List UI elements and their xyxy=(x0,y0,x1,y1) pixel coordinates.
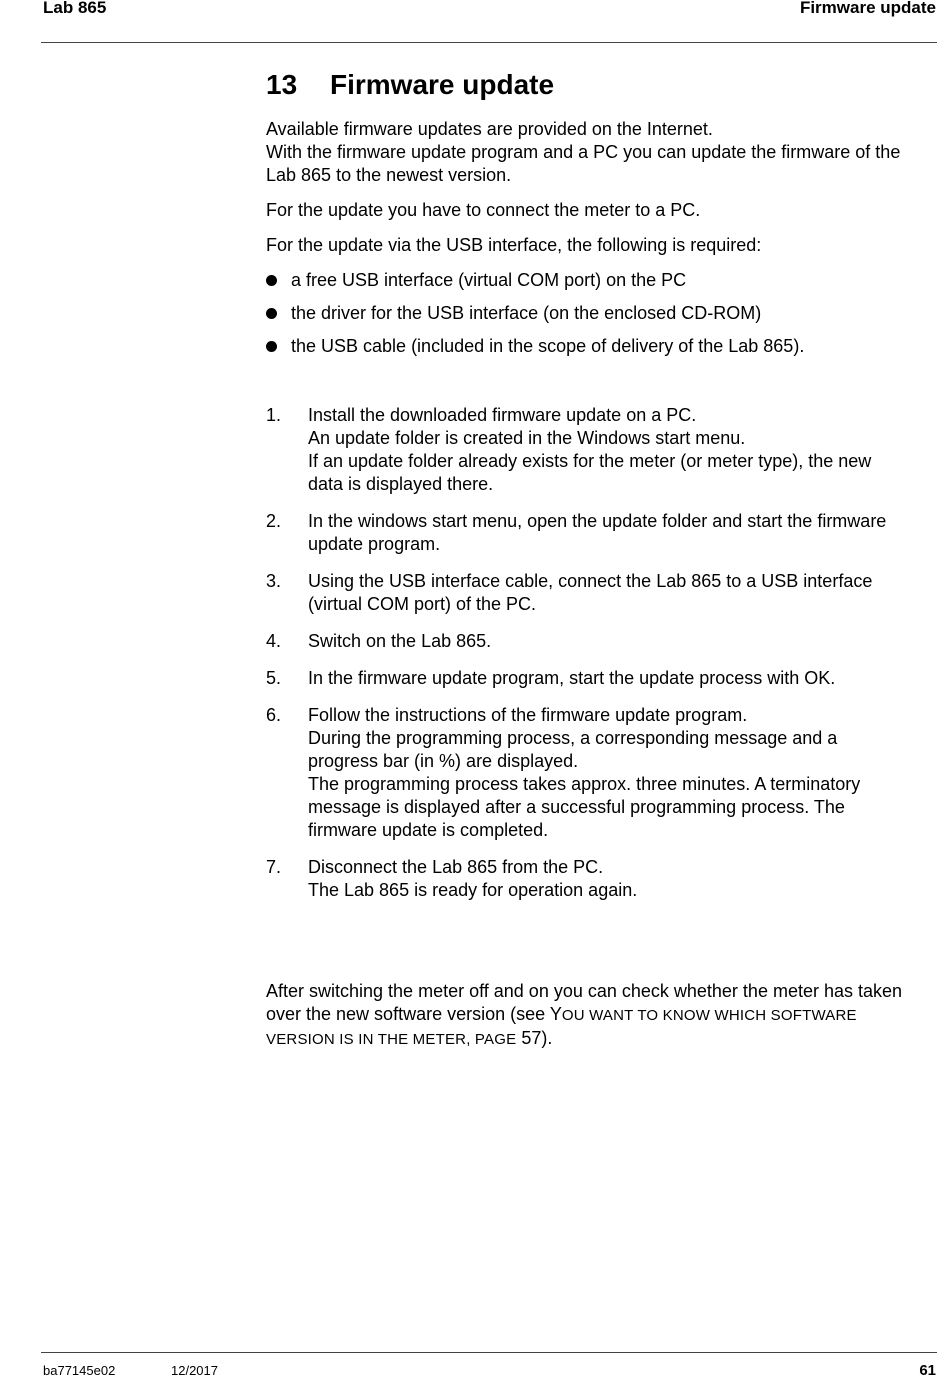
bullet-icon xyxy=(266,275,277,286)
bullet-icon xyxy=(266,341,277,352)
step-number: 1. xyxy=(266,405,282,425)
step-number: 2. xyxy=(266,511,282,531)
step-number: 3. xyxy=(266,571,282,591)
running-header-chapter: Firmware update xyxy=(799,0,936,17)
step-line: (virtual COM port) of the PC. xyxy=(308,594,537,614)
intro-line: With the firmware update program and a PC you can update the firmware of the xyxy=(266,142,901,162)
step-line: The programming process takes approx. three minutes. A terminatory xyxy=(308,774,861,794)
intro-line: Available firmware updates are provided on the Internet. xyxy=(266,119,713,139)
step-item xyxy=(266,404,938,496)
step-item xyxy=(266,856,938,902)
list-item xyxy=(266,335,938,358)
page-number: 61 xyxy=(919,1362,936,1379)
reference-initial: Y xyxy=(549,1004,562,1024)
running-header-product: Lab 865 xyxy=(43,0,107,17)
step-line: update program. xyxy=(308,534,441,554)
step-line: The Lab 865 is ready for operation again. xyxy=(308,880,638,900)
closing-suffix: ). xyxy=(541,1028,553,1048)
step-number: 5. xyxy=(266,668,282,688)
closing-line xyxy=(266,1003,938,1027)
step-line: message is displayed after a successful programming process. The xyxy=(308,797,845,817)
step-item xyxy=(266,630,938,653)
step-line: Install the downloaded firmware update on a PC. xyxy=(308,405,697,425)
header-divider xyxy=(41,42,937,43)
requirements-list xyxy=(266,269,938,358)
reference-page-number: 57 xyxy=(521,1028,542,1048)
step-line: An update folder is created in the Windows start menu. xyxy=(308,428,746,448)
step-number: 7. xyxy=(266,857,282,877)
connect-paragraph: For the update you have to connect the meter to a PC. xyxy=(266,200,701,220)
footer-divider xyxy=(41,1352,937,1353)
page-content xyxy=(266,68,938,1051)
closing-paragraph xyxy=(266,980,938,1051)
closing-line xyxy=(266,1027,938,1051)
step-line: progress bar (in %) are displayed. xyxy=(308,751,579,771)
step-line: During the programming process, a corresponding message and a xyxy=(308,728,838,748)
step-line: In the windows start menu, open the update folder and start the firmware xyxy=(308,511,887,531)
step-number: 6. xyxy=(266,705,282,725)
reference-page-label: , PAGE xyxy=(466,1031,517,1048)
reference-text: VERSION IS IN THE METER xyxy=(266,1031,467,1048)
step-line: Disconnect the Lab 865 from the PC. xyxy=(308,857,604,877)
reference-text: OU WANT TO KNOW WHICH SOFTWARE xyxy=(561,1007,857,1024)
step-item xyxy=(266,570,938,616)
list-item-text: the USB cable (included in the scope of delivery of the Lab 865). xyxy=(291,336,805,356)
step-line: If an update folder already exists for the meter (or meter type), the new xyxy=(308,451,872,471)
document-id: ba77145e02 xyxy=(43,1363,116,1378)
cross-reference-link[interactable] xyxy=(550,1004,857,1024)
list-item-text: the driver for the USB interface (on the enclosed CD-ROM) xyxy=(291,303,762,323)
closing-text: over the new software version (see xyxy=(266,1004,550,1024)
requirements-paragraph: For the update via the USB interface, the following is required: xyxy=(266,235,762,255)
step-line: Switch on the Lab 865. xyxy=(308,631,492,651)
document-date: 12/2017 xyxy=(171,1363,218,1378)
intro-line: Lab 865 to the newest version. xyxy=(266,165,512,185)
chapter-number: 13 xyxy=(266,69,298,100)
step-item xyxy=(266,704,938,842)
step-line: In the firmware update program, start the update process with OK. xyxy=(308,668,836,688)
list-item-text: a free USB interface (virtual COM port) on the PC xyxy=(291,270,687,290)
list-item xyxy=(266,302,938,325)
chapter-title-text: Firmware update xyxy=(330,69,555,100)
step-item xyxy=(266,510,938,556)
step-line: data is displayed there. xyxy=(308,474,494,494)
step-number: 4. xyxy=(266,631,282,651)
step-line: Using the USB interface cable, connect the Lab 865 to a USB interface xyxy=(308,571,873,591)
bullet-icon xyxy=(266,308,277,319)
step-line: firmware update is completed. xyxy=(308,820,549,840)
chapter-title xyxy=(266,68,938,102)
intro-paragraph xyxy=(266,118,938,187)
step-line: Follow the instructions of the firmware update program. xyxy=(308,705,748,725)
closing-line: After switching the meter off and on you can check whether the meter has taken xyxy=(266,981,903,1001)
step-item xyxy=(266,667,938,690)
list-item xyxy=(266,269,938,292)
update-steps xyxy=(266,404,938,902)
